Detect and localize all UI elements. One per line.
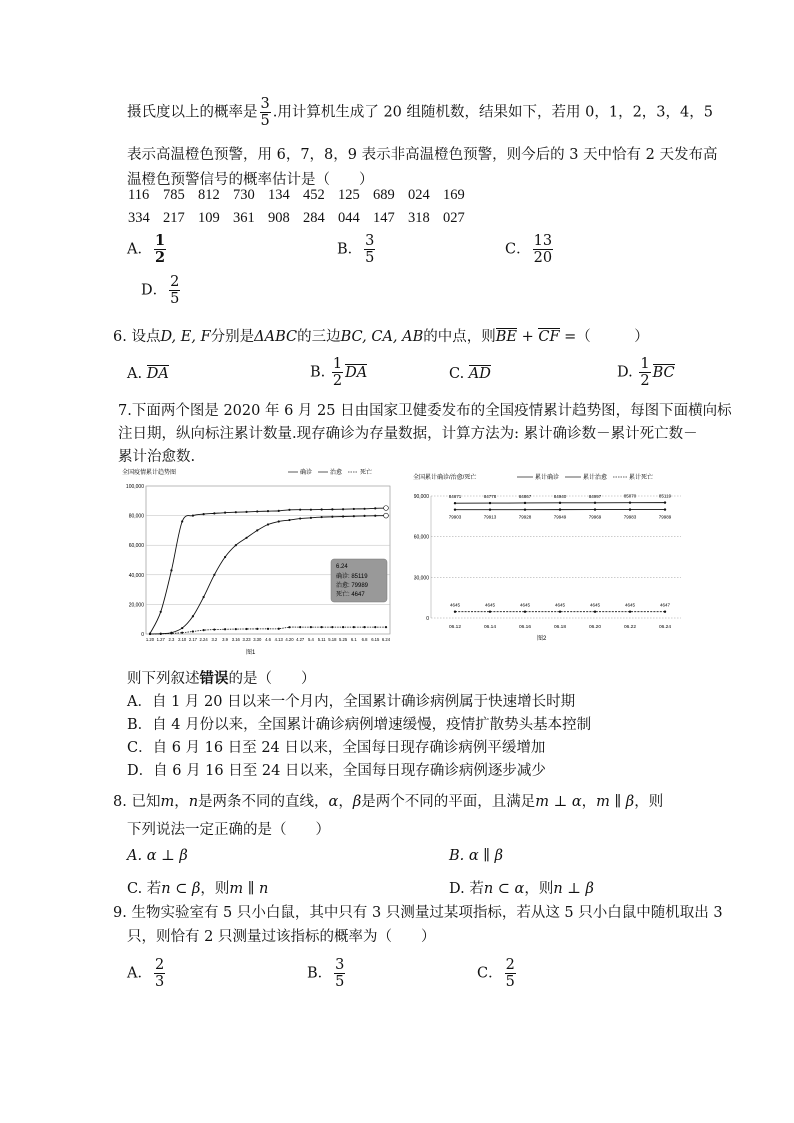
chart-1-series-2-point bbox=[321, 516, 323, 518]
chart-1-title: 全国疫情累计趋势图 bbox=[122, 470, 177, 476]
random-numbers-row-2: 334 217 109 361 908 284 044 147 318 027 bbox=[128, 210, 465, 226]
chart-1-series-3-point bbox=[267, 628, 269, 630]
chart-1-series-2-point bbox=[224, 556, 226, 558]
chart-1-x-tick-label: 6.1 bbox=[350, 637, 357, 642]
chart-1-x-tick-label: 5.11 bbox=[317, 637, 326, 642]
q7-option-d[interactable]: D．自 6 月 16 日至 24 日以来，全国每日现存确诊病例逐步减少 bbox=[127, 763, 546, 779]
chart-1-series-3-point bbox=[278, 628, 280, 630]
chart-1-series-1-point bbox=[181, 520, 183, 522]
chart-2-series-2-point bbox=[629, 508, 631, 510]
chart-2-data-label: 4647 bbox=[659, 602, 671, 608]
q5-option-b[interactable]: B． $\frac{3}{5}$ bbox=[337, 233, 375, 266]
chart-2-x-tick-label: 06.20 bbox=[588, 625, 602, 630]
chart-1-series-1-point bbox=[278, 510, 280, 512]
q7-line3: 累计治愈数. bbox=[118, 449, 196, 465]
q8-option-a[interactable]: A. α ⊥ β bbox=[127, 848, 188, 864]
chart-1-x-tick-label: 3.30 bbox=[253, 637, 262, 642]
chart-1-series-3-point bbox=[363, 626, 365, 628]
chart-1-series-3-point bbox=[149, 633, 151, 635]
chart-1-legend bbox=[288, 468, 372, 476]
chart-1-x-tick-label: 2.10 bbox=[178, 637, 187, 642]
chart-1-series-1-point bbox=[288, 509, 290, 511]
q6-option-a[interactable]: A. DA bbox=[127, 366, 169, 382]
chart-1-series-1-point bbox=[331, 508, 333, 510]
chart-2-data-label: 4645 bbox=[484, 602, 496, 608]
chart-1-series-1-point bbox=[192, 515, 194, 517]
chart-2-data-label: 84867 bbox=[518, 493, 532, 499]
chart-1-series-1-point bbox=[299, 509, 301, 511]
chart-1-y-tick-label: 80,000 bbox=[128, 513, 144, 520]
chart-1-x-tick-label: 2.3 bbox=[168, 637, 175, 642]
fraction-3-5: $\frac{3}{5}$ bbox=[260, 96, 270, 129]
legend-total-cured: 累计治愈 bbox=[583, 475, 608, 481]
chart-1-series-2-point bbox=[213, 574, 215, 576]
chart-2-data-label: 85070 bbox=[623, 493, 637, 499]
chart-2-series-1-point bbox=[489, 502, 491, 504]
chart-1-series-2-point bbox=[245, 537, 247, 539]
chart-1-series-1-point bbox=[224, 512, 226, 514]
chart-2-data-label: 4645 bbox=[519, 602, 531, 608]
legend-cured: 治愈 bbox=[330, 470, 343, 476]
chart-1-x-tick-label: 4.20 bbox=[285, 637, 294, 642]
chart-1-series-3-point bbox=[224, 628, 226, 630]
chart-1-series-2-endpoint bbox=[384, 513, 389, 518]
chart-1-series-1-point bbox=[203, 513, 205, 515]
q5-option-c[interactable]: C． $\frac{13}{20}$ bbox=[505, 233, 553, 266]
chart-2-series-1-point bbox=[664, 501, 666, 503]
chart-1-x-tick-label: 4.13 bbox=[274, 637, 283, 642]
q7-option-a[interactable]: A．自 1 月 20 日以来一个月内，全国累计确诊病例属于快速增长时期 bbox=[127, 694, 576, 710]
chart-1-x-tick-label: 5.18 bbox=[328, 637, 337, 642]
chart-1-series-3-point bbox=[299, 626, 301, 628]
chart-1-x-tick-label: 3.9 bbox=[222, 637, 229, 642]
chart-2-data-label: 84671 bbox=[448, 494, 462, 500]
chart-1-series-2-point bbox=[192, 615, 194, 617]
q6-option-c[interactable]: C. AD bbox=[449, 366, 491, 382]
chart-1-x-tick-label: 1.27 bbox=[156, 637, 165, 642]
chart-1-series-3-point bbox=[170, 632, 172, 634]
legend-confirmed: 确诊 bbox=[300, 470, 313, 476]
q9-line2: 只，则恰有 2 只测量过该指标的概率为（ ） bbox=[127, 929, 436, 945]
q9-option-b[interactable]: B． $\frac{3}{5}$ bbox=[307, 957, 345, 990]
chart-2-data-label: 4645 bbox=[449, 602, 461, 608]
chart-1-tooltip bbox=[331, 559, 387, 602]
legend-death: 死亡 bbox=[360, 470, 373, 476]
q7-option-b[interactable]: B．自 4 月份以来，全国累计确诊病例增速缓慢，疫情扩散势头基本控制 bbox=[127, 717, 592, 733]
chart-2-series-2-point bbox=[664, 508, 666, 510]
chart-1-series-2-point bbox=[374, 515, 376, 517]
q5-option-a[interactable]: A． $\frac{1}{2}$ bbox=[127, 232, 166, 266]
chart-1-y-tick-label: 20,000 bbox=[128, 602, 144, 609]
chart-1-series-3-point bbox=[203, 629, 205, 631]
chart-2-series-3-point bbox=[489, 611, 491, 613]
chart-1-series-3-point bbox=[374, 626, 376, 628]
chart-1-series-2-point bbox=[310, 517, 312, 519]
chart-2-x-tick-label: 06.18 bbox=[553, 625, 567, 630]
q5-line1: 摄氏度以上的概率是 $\frac{3}{5}$ .用计算机生成了 20 组随机数，结果如下，若用 0，1，2，3，4，5 bbox=[127, 96, 713, 129]
chart-2-series-1-point bbox=[454, 502, 456, 504]
legend-total-confirmed: 累计确诊 bbox=[535, 475, 560, 481]
chart-1-caption: 图1 bbox=[246, 650, 256, 656]
q6-stem: 6. 设点D, E, F分别是ΔABC的三边BC, CA, AB的中点，则BE + CF =（ ） bbox=[113, 329, 649, 345]
chart-1-series-3-point bbox=[213, 628, 215, 630]
chart-1-series-1-point bbox=[245, 511, 247, 513]
chart-1-y-tick-label: 0 bbox=[141, 632, 144, 638]
tooltip-line-2: 治愈: 79989 bbox=[336, 583, 369, 589]
chart-2-series-2-point bbox=[454, 508, 456, 510]
chart-1-y-tick-label: 100,000 bbox=[125, 484, 144, 490]
chart-2-data-label: 79983 bbox=[623, 514, 637, 520]
chart-2-data-label: 79913 bbox=[483, 514, 497, 520]
chart-1-series-2-point bbox=[342, 515, 344, 517]
chart-1-series-2-point bbox=[299, 517, 301, 519]
chart-2-series-3-point bbox=[559, 611, 561, 613]
chart-1-x-tick-label: 6.8 bbox=[361, 637, 368, 642]
chart-1-series-1-point bbox=[342, 508, 344, 510]
chart-2-y-tick-label: 90,000 bbox=[413, 494, 429, 500]
q6-option-b[interactable]: B. $\frac{1}{2}$ DA bbox=[310, 356, 368, 389]
chart-1-series-1-point bbox=[374, 507, 376, 509]
chart-1-series-1-point bbox=[321, 508, 323, 510]
chart-2-data-label: 79969 bbox=[588, 514, 602, 520]
chart-2-recent-cumulative bbox=[405, 466, 685, 656]
chart-2-data-label: 79928 bbox=[518, 514, 532, 520]
chart-2-data-label: 4645 bbox=[554, 602, 566, 608]
chart-1-series-2-point bbox=[278, 520, 280, 522]
chart-2-series-2-point bbox=[524, 508, 526, 510]
q5-line2: 表示高温橙色预警，用 6，7，8，9 表示非高温橙色预警，则今后的 3 天中恰有 2 天发布高 bbox=[127, 147, 718, 163]
chart-1-series-1-point bbox=[235, 511, 237, 513]
chart-1-series-1-point bbox=[310, 509, 312, 511]
chart-1-x-tick-label: 2.24 bbox=[199, 637, 208, 642]
q8-option-c[interactable]: C. 若n ⊂ β，则m ∥ n bbox=[127, 881, 269, 897]
chart-1-series-2-point bbox=[288, 519, 290, 521]
chart-2-data-label: 84778 bbox=[483, 494, 497, 500]
chart-1-series-2-point bbox=[331, 516, 333, 518]
chart-1-series-1-point bbox=[267, 510, 269, 512]
chart-2-x-tick-label: 06.16 bbox=[518, 625, 532, 630]
q8-option-d[interactable]: D. 若n ⊂ α，则n ⊥ β bbox=[449, 881, 594, 897]
chart-1-x-tick-label: 4.27 bbox=[296, 637, 305, 642]
chart-1-x-tick-label: 2.17 bbox=[188, 637, 197, 642]
chart-1-series-3-point bbox=[310, 626, 312, 628]
chart-2-series-1-point bbox=[524, 502, 526, 504]
chart-2-x-tick-label: 06.14 bbox=[483, 625, 497, 630]
chart-1-series-3-point bbox=[181, 632, 183, 634]
chart-2-y-tick-label: 30,000 bbox=[413, 575, 429, 582]
chart-1-series-3-point bbox=[353, 626, 355, 628]
chart-1-cumulative-trend bbox=[118, 466, 404, 656]
chart-2-data-label: 85119 bbox=[658, 493, 672, 499]
tooltip-line-3: 死亡: 4647 bbox=[336, 592, 365, 598]
chart-2-series-1-point bbox=[559, 502, 561, 504]
chart-1-series-2-point bbox=[181, 627, 183, 629]
chart-1-series-1-point bbox=[353, 508, 355, 510]
chart-2-series-2-point bbox=[559, 508, 561, 510]
chart-2-caption: 图2 bbox=[537, 636, 547, 642]
chart-1-series-3-point bbox=[245, 628, 247, 630]
chart-1-x-tick-label: 3.16 bbox=[231, 637, 240, 642]
chart-2-series-3-point bbox=[454, 611, 456, 613]
chart-1-series-2-point bbox=[353, 515, 355, 517]
q9-option-c[interactable]: C． $\frac{2}{5}$ bbox=[477, 957, 515, 990]
chart-2-data-label: 84997 bbox=[588, 493, 602, 499]
chart-1-series-3-point bbox=[160, 633, 162, 635]
q5-option-d[interactable]: D． $\frac{2}{5}$ bbox=[141, 274, 180, 307]
chart-1-series-1-endpoint bbox=[384, 506, 389, 511]
chart-2-series-3-point bbox=[524, 611, 526, 613]
chart-1-x-tick-label: 5.4 bbox=[307, 637, 314, 642]
q8-line2: 下列说法一定正确的是（ ） bbox=[127, 822, 330, 838]
legend-total-death: 累计死亡 bbox=[629, 475, 654, 481]
q8-stem: 8. 已知m，n是两条不同的直线，α，β是两个不同的平面，且满足m ⊥ α，m ∥ β，则 bbox=[113, 794, 664, 810]
chart-2-series-3-point bbox=[629, 611, 631, 613]
chart-2-series-3-point bbox=[594, 611, 596, 613]
q5-line3: 温橙色预警信号的概率估计是（ ） bbox=[127, 172, 374, 188]
chart-1-x-tick-label: 3.2 bbox=[211, 637, 218, 642]
chart-1-series-3-point bbox=[288, 626, 290, 628]
q8-option-b[interactable]: B. α ∥ β bbox=[449, 848, 503, 864]
chart-2-data-label: 79989 bbox=[658, 514, 672, 520]
chart-2-legend bbox=[517, 473, 653, 481]
chart-1-series-1-point bbox=[213, 512, 215, 514]
q7-line2: 注日期，纵向标注累计数量.现存确诊为存量数据，计算方法为: 累计确诊数－累计死亡数－ bbox=[118, 426, 698, 442]
chart-1-series-2-point bbox=[267, 523, 269, 525]
chart-2-y-tick-label: 60,000 bbox=[413, 534, 429, 541]
chart-1-series-2-point bbox=[256, 529, 258, 531]
chart-1-x-tick-label: 3.23 bbox=[242, 637, 251, 642]
tooltip-date: 6.24 bbox=[336, 564, 348, 570]
chart-1-series-1-point bbox=[160, 611, 162, 613]
q7-ask: 则下列叙述错误的是（ ） bbox=[127, 670, 316, 687]
chart-1-y-tick-label: 40,000 bbox=[128, 572, 144, 579]
chart-2-series-3-point bbox=[664, 611, 666, 613]
chart-1-y-tick-label: 60,000 bbox=[128, 543, 144, 550]
chart-2-series-2-point bbox=[594, 508, 596, 510]
chart-1-series-1-point bbox=[170, 569, 172, 571]
chart-1-x-tick-label: 1.20 bbox=[145, 637, 155, 642]
chart-1-series-3-point bbox=[235, 628, 237, 630]
q7-line1: 7.下面两个图是 2020 年 6 月 25 日由国家卫健委发布的全国疫情累计趋势图，每图下面横向标 bbox=[118, 403, 732, 419]
chart-1-x-tick-label: 6.15 bbox=[371, 637, 380, 642]
chart-1-x-tick-label: 6.24 bbox=[381, 637, 391, 642]
chart-1-series-3-point bbox=[385, 626, 387, 628]
chart-1-series-3-point bbox=[256, 628, 258, 630]
chart-1-x-tick-label: 5.25 bbox=[339, 637, 348, 642]
chart-2-series-1-point bbox=[594, 502, 596, 504]
chart-1-series-1-point bbox=[256, 510, 258, 512]
chart-2-x-tick-label: 06.12 bbox=[448, 625, 462, 630]
chart-2-data-label: 84940 bbox=[553, 493, 567, 499]
chart-1-series-2-point bbox=[203, 596, 205, 598]
chart-2-series-1-point bbox=[629, 501, 631, 503]
chart-1-series-3-point bbox=[342, 626, 344, 628]
chart-2-data-label: 4645 bbox=[589, 602, 601, 608]
chart-2-x-tick-label: 06.24 bbox=[658, 625, 672, 630]
chart-2-title: 全国累计确诊/治愈/死亡 bbox=[413, 475, 477, 481]
chart-1-series-2-point bbox=[363, 515, 365, 517]
chart-2-data-label: 79949 bbox=[553, 514, 567, 520]
q6-option-d[interactable]: D. $\frac{1}{2}$ BC bbox=[617, 356, 675, 389]
chart-2-y-tick-label: 0 bbox=[426, 616, 429, 622]
q9-option-a[interactable]: A． $\frac{2}{3}$ bbox=[127, 957, 165, 990]
chart-1-series-1-point bbox=[363, 508, 365, 510]
q9-line1: 9. 生物实验室有 5 只小白鼠，其中只有 3 只测量过某项指标，若从这 5 只小白鼠中随机取出 3 bbox=[113, 905, 723, 921]
chart-1-series-3-point bbox=[331, 626, 333, 628]
q7-option-c[interactable]: C．自 6 月 16 日至 24 日以来，全国每日现存确诊病例平缓增加 bbox=[127, 740, 546, 756]
random-numbers-row-1: 116 785 812 730 134 452 125 689 024 169 bbox=[128, 187, 465, 203]
chart-2-series-2-point bbox=[489, 508, 491, 510]
chart-1-series-3-point bbox=[321, 626, 323, 628]
chart-1-series-2-point bbox=[235, 544, 237, 546]
chart-2-data-label: 4645 bbox=[624, 602, 636, 608]
tooltip-line-1: 确诊: 85119 bbox=[336, 574, 368, 580]
chart-1-series-3-point bbox=[192, 630, 194, 632]
chart-2-data-label: 79903 bbox=[448, 514, 462, 520]
chart-1-x-tick-label: 4.6 bbox=[265, 637, 271, 642]
chart-2-x-tick-label: 06.22 bbox=[623, 625, 637, 630]
